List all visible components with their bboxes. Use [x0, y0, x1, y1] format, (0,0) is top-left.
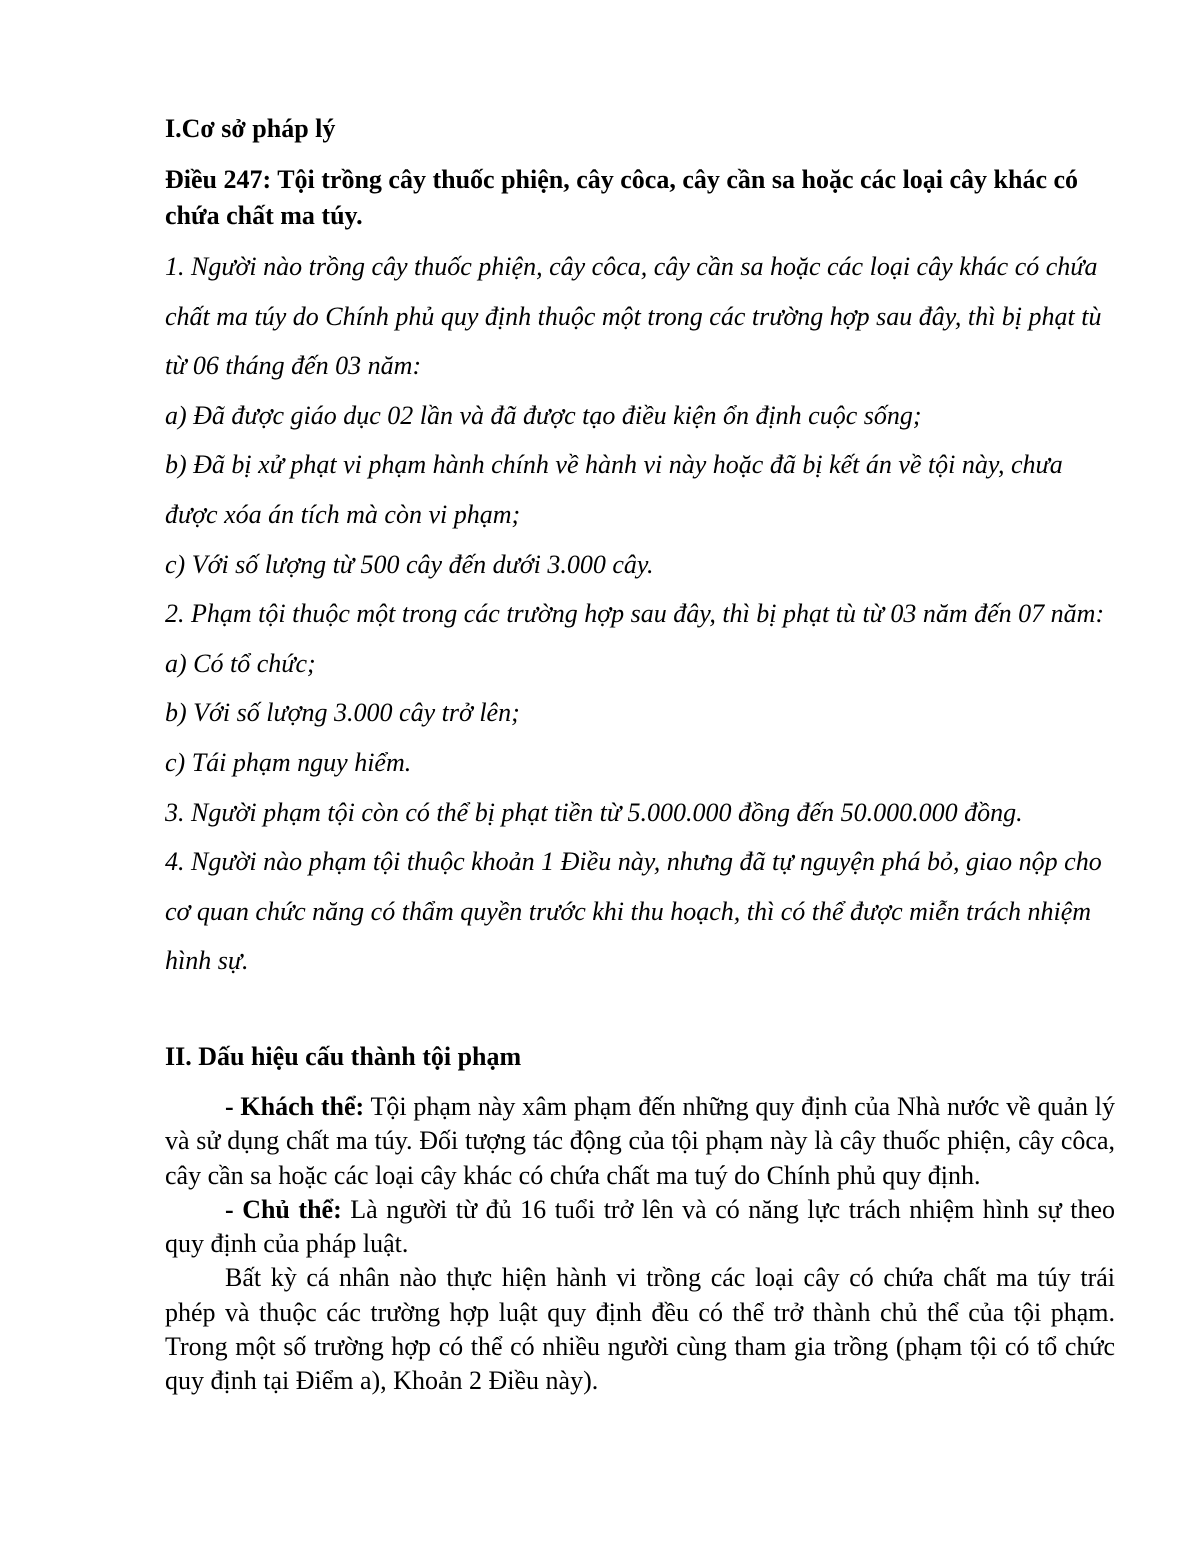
section-heading-legal-basis: I.Cơ sở pháp lý: [165, 114, 336, 143]
clause-1: 1. Người nào trồng cây thuốc phiện, cây côca, cây cần sa hoặc các loại cây khác có chứa chất ma túy do Chính phủ quy định thuộc một trong các trường hợp sau đây, thì bị phạt tù từ 06 tháng đến 03 năm:: [165, 252, 1102, 381]
article-title: Điều 247: Tội trồng cây thuốc phiện, cây côca, cây cần sa hoặc các loại cây khác có chứa chất ma túy.: [165, 165, 1079, 230]
clause-1c: c) Với số lượng từ 500 cây đến dưới 3.000 cây.: [165, 549, 654, 579]
clause-2: 2. Phạm tội thuộc một trong các trường hợp sau đây, thì bị phạt tù từ 03 năm đến 07 năm:: [165, 599, 1105, 629]
object-text: Tội phạm này xâm phạm đến những quy định của Nhà nước về quản lý và sử dụng chất ma túy. Đối tượng tác động của tội phạm này là cây thuốc phiện, cây côca, cây cần sa hoặc các loại cây khác có chứa chất ma tuý do Chính phủ quy định.: [165, 1092, 1115, 1190]
subject-detail-paragraph: Bất kỳ cá nhân nào thực hiện hành vi trồng các loại cây có chứa chất ma túy trái phép và thuộc các trường hợp luật quy định đều có thể trở thành chủ thể của tội phạm. Trong một số trường hợp có thể có nhiều người cùng tham gia trồng (phạm tội có tổ chức quy định tại Điểm a), Khoản 2 Điều này).: [165, 1263, 1115, 1396]
clause-2b: b) Với số lượng 3.000 cây trở lên;: [165, 698, 520, 728]
subject-label: - Chủ thể:: [225, 1194, 342, 1224]
clause-2a: a) Có tổ chức;: [165, 648, 316, 678]
clause-1b: b) Đã bị xử phạt vi phạm hành chính về hành vi này hoặc đã bị kết án về tội này, chưa được xóa án tích mà còn vi phạm;: [165, 450, 1063, 529]
clause-1a: a) Đã được giáo dục 02 lần và đã được tạo điều kiện ổn định cuộc sống;: [165, 400, 922, 430]
subject-text: Là người từ đủ 16 tuổi trở lên và có năng lực trách nhiệm hình sự theo quy định của pháp luật.: [165, 1194, 1116, 1259]
article-clauses: [165, 242, 1105, 986]
crime-elements-body: [165, 1090, 1115, 1399]
clause-3: 3. Người phạm tội còn có thể bị phạt tiền từ 5.000.000 đồng đến 50.000.000 đồng.: [165, 797, 1023, 827]
section-heading-crime-elements: II. Dấu hiệu cấu thành tội phạm: [165, 1042, 522, 1071]
subject-paragraph: [165, 1193, 1115, 1262]
object-label: - Khách thể:: [225, 1092, 365, 1121]
object-paragraph: [165, 1090, 1115, 1193]
clause-4: 4. Người nào phạm tội thuộc khoản 1 Điều này, nhưng đã tự nguyện phá bỏ, giao nộp cho cơ quan chức năng có thẩm quyền trước khi thu hoạch, thì có thể được miễn trách nhiệm hình sự.: [165, 847, 1102, 976]
clause-2c: c) Tái phạm nguy hiểm.: [165, 747, 412, 777]
